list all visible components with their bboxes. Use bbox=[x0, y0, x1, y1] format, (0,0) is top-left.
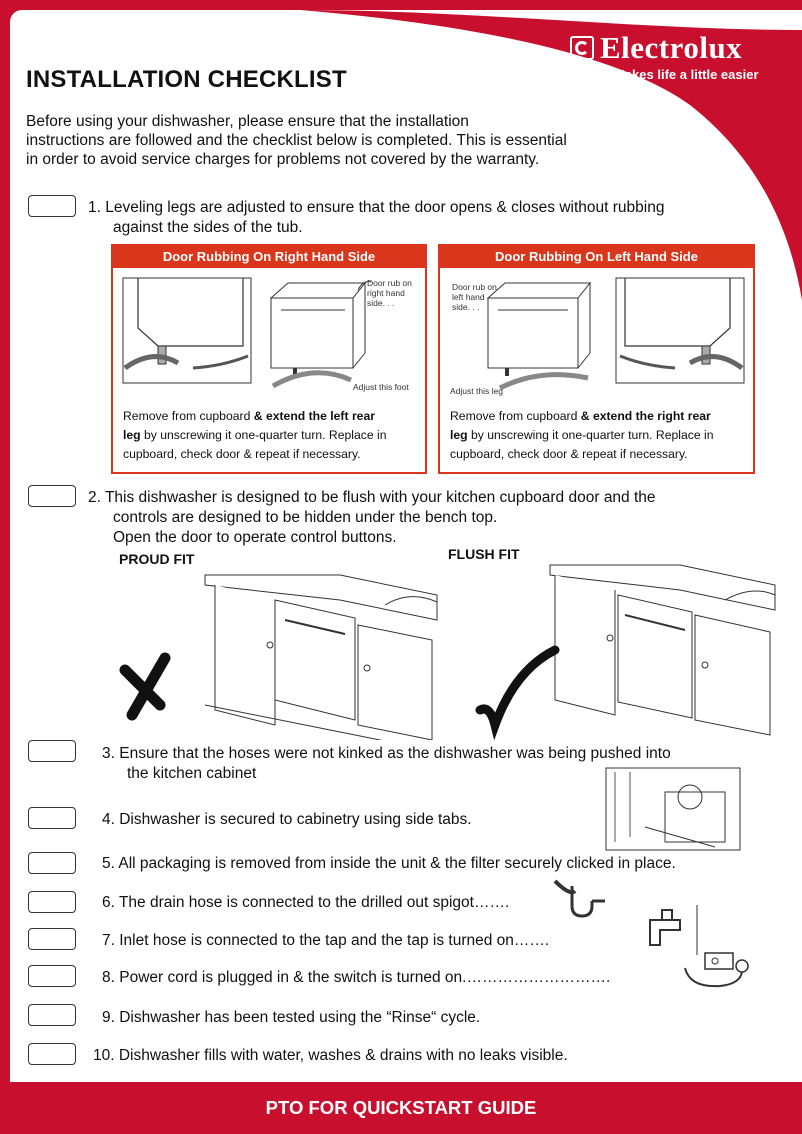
checkbox-item-6[interactable] bbox=[28, 891, 76, 913]
note-line: side. . . bbox=[367, 298, 395, 308]
checklist-item-2 bbox=[88, 488, 656, 548]
intro-line: in order to avoid service charges for problems not covered by the warranty. bbox=[26, 151, 540, 168]
caption-text: cupboard, check door & repeat if necessary. bbox=[123, 447, 361, 461]
checklist-item-9: 9. Dishwasher has been tested using the “Rinse“ cycle. bbox=[102, 1009, 481, 1026]
caption-bold: leg bbox=[450, 428, 468, 442]
panel-right-caption bbox=[123, 407, 387, 464]
footer-text: PTO FOR QUICKSTART GUIDE bbox=[265, 1097, 537, 1118]
item-3-line-2: the kitchen cabinet bbox=[127, 765, 257, 782]
checkbox-item-9[interactable] bbox=[28, 1004, 76, 1026]
intro-line: instructions are followed and the checklist below is completed. This is essential bbox=[26, 132, 567, 149]
item-2-line-3: Open the door to operate control buttons. bbox=[113, 529, 397, 546]
brand-name: Electrolux bbox=[600, 30, 743, 65]
page-title: INSTALLATION CHECKLIST bbox=[26, 66, 347, 93]
flush-fit-illustration bbox=[470, 540, 780, 750]
caption-bold: & extend the left rear bbox=[253, 409, 375, 423]
item-1-line-1: 1. Leveling legs are adjusted to ensure that the door opens & closes without rubbing bbox=[88, 199, 665, 216]
item-1-line-2: against the sides of the tub. bbox=[113, 219, 303, 236]
checkbox-item-8[interactable] bbox=[28, 965, 76, 987]
caption-text: Remove from cupboard bbox=[450, 409, 581, 423]
checklist-item-4: 4. Dishwasher is secured to cabinetry using side tabs. bbox=[102, 811, 472, 828]
electrolux-logo bbox=[570, 30, 780, 82]
flush-fit-label: FLUSH FIT bbox=[448, 546, 520, 562]
brand-tagline: Makes life a little easier bbox=[614, 67, 759, 82]
checklist-item-8: 8. Power cord is plugged in & the switch is turned on.………………………. bbox=[102, 969, 611, 986]
cross-mark-icon bbox=[125, 658, 165, 715]
checklist-item-5: 5. All packaging is removed from inside the unit & the filter securely clicked in place. bbox=[102, 855, 676, 872]
caption-text: by unscrewing it one-quarter turn. Replace in bbox=[140, 428, 387, 442]
left-side-illustration bbox=[440, 268, 753, 398]
note-line: Door rub on bbox=[367, 278, 412, 288]
caption-text: cupboard, check door & repeat if necessary. bbox=[450, 447, 688, 461]
checkbox-item-10[interactable] bbox=[28, 1043, 76, 1065]
note-line: left hand bbox=[452, 292, 485, 302]
checkbox-item-4[interactable] bbox=[28, 807, 76, 829]
checkbox-item-2[interactable] bbox=[28, 485, 76, 507]
checklist-item-6: 6. The drain hose is connected to the drilled out spigot……. bbox=[102, 894, 510, 911]
panel-left-header: Door Rubbing On Left Hand Side bbox=[440, 246, 753, 268]
checklist-item-3 bbox=[102, 744, 671, 784]
checkbox-item-5[interactable] bbox=[28, 852, 76, 874]
proud-fit-illustration bbox=[110, 540, 440, 740]
checkbox-item-3[interactable] bbox=[28, 740, 76, 762]
note-line: Door rub on bbox=[452, 282, 497, 292]
drain-pipe-icon bbox=[550, 876, 606, 922]
panel-door-rubbing-right bbox=[111, 244, 427, 474]
panel-right-header: Door Rubbing On Right Hand Side bbox=[113, 246, 425, 268]
caption-text: by unscrewing it one-quarter turn. Replace in bbox=[467, 428, 714, 442]
proud-fit-label: PROUD FIT bbox=[119, 551, 195, 567]
checklist-item-1 bbox=[88, 198, 664, 238]
caption-bold: & extend the right rear bbox=[580, 409, 711, 423]
check-mark-icon bbox=[480, 650, 555, 725]
item-2-line-1: 2. This dishwasher is designed to be flush with your kitchen cupboard door and the bbox=[88, 489, 656, 506]
caption-text: Remove from cupboard bbox=[123, 409, 254, 423]
right-side-illustration bbox=[113, 268, 425, 398]
checklist-item-10: 10. Dishwasher fills with water, washes & drains with no leaks visible. bbox=[93, 1047, 568, 1064]
caption-bold: leg bbox=[123, 428, 141, 442]
adjust-label: Adjust this leg bbox=[450, 386, 503, 396]
item-3-line-1: 3. Ensure that the hoses were not kinked as the dishwasher was being pushed into bbox=[102, 745, 671, 762]
panel-door-rubbing-left bbox=[438, 244, 755, 474]
panel-left-caption bbox=[450, 407, 714, 464]
item-2-line-2: controls are designed to be hidden under the bench top. bbox=[113, 509, 498, 526]
power-outlet-icon bbox=[680, 948, 754, 994]
note-line: right hand bbox=[367, 288, 405, 298]
note-line: side. . . bbox=[452, 302, 480, 312]
adjust-label: Adjust this foot bbox=[353, 382, 409, 392]
checkbox-item-1[interactable] bbox=[28, 195, 76, 217]
intro-paragraph bbox=[26, 112, 646, 169]
checklist-item-7: 7. Inlet hose is connected to the tap and the tap is turned on……. bbox=[102, 932, 550, 949]
intro-line: Before using your dishwasher, please ensure that the installation bbox=[26, 113, 469, 130]
checkbox-item-7[interactable] bbox=[28, 928, 76, 950]
footer-banner bbox=[0, 1082, 802, 1134]
side-tabs-illustration bbox=[605, 767, 741, 851]
electrolux-logo-icon bbox=[570, 36, 594, 60]
